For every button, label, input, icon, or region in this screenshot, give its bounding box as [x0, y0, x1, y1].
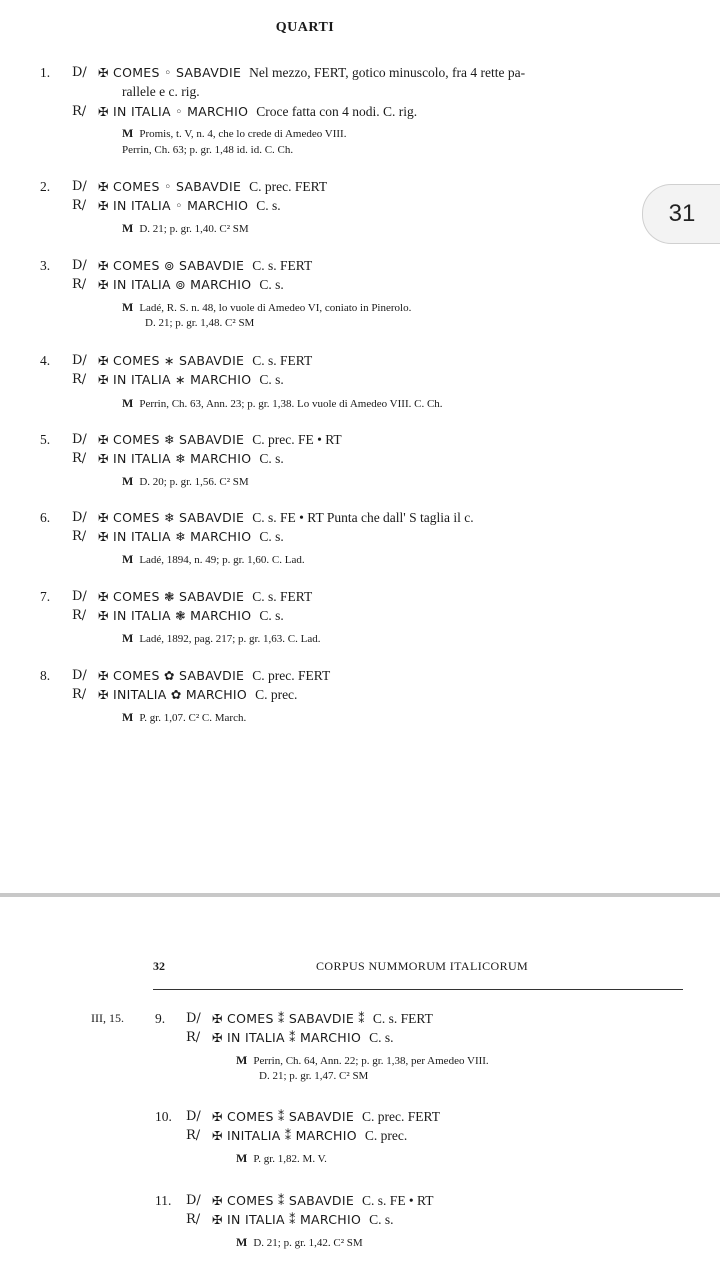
- note-mark: M: [122, 474, 134, 488]
- provenance-note: M D. 20; p. gr. 1,56. C² SM: [122, 474, 249, 488]
- reverse-symbol: R/: [72, 277, 87, 292]
- obverse-description: C. s. FERT: [252, 258, 313, 273]
- reverse-description: C. s.: [259, 529, 284, 544]
- provenance-note-2: Perrin, Ch. 63; p. gr. 1,48 id. id. C. Ch.: [122, 144, 294, 156]
- note-mark: M: [122, 710, 134, 724]
- reverse-description: Croce fatta con 4 nodi. C. rig.: [256, 104, 418, 119]
- entry-number: 11.: [155, 1193, 172, 1208]
- entry-number: 9.: [155, 1011, 166, 1026]
- obverse-legend: ✠ COMES ❃ SABAVDIE: [98, 589, 245, 604]
- provenance-note: M Ladé, 1892, pag. 217; p. gr. 1,63. C. Lad.: [122, 631, 321, 645]
- entry-number: 4.: [40, 353, 51, 368]
- reverse-description: C. s.: [259, 277, 284, 292]
- provenance-note: M Promis, t. V, n. 4, che lo crede di Amedeo VIII.: [122, 126, 347, 140]
- obverse-description: C. prec. FERT: [252, 668, 331, 683]
- provenance-note: M D. 21; p. gr. 1,40. C² SM: [122, 221, 249, 235]
- reverse-description: C. s.: [369, 1030, 394, 1045]
- section-title: QUARTI: [275, 20, 335, 35]
- obverse-description: C. prec. FERT: [362, 1109, 440, 1124]
- note-mark: M: [122, 300, 134, 314]
- obverse-symbol: D/: [72, 179, 87, 194]
- obverse-description: C. prec. FERT: [249, 179, 328, 194]
- obverse-legend: ✠ COMES ⊚ SABAVDIE: [98, 258, 245, 273]
- provenance-note: M D. 21; p. gr. 1,42. C² SM: [236, 1235, 363, 1249]
- obverse-symbol: D/: [72, 668, 87, 683]
- obverse-legend: ✠ COMES ∗ SABAVDIE: [98, 353, 245, 368]
- obverse-legend: ✠ COMES ⁑ SABAVDIE: [212, 1109, 355, 1124]
- reverse-symbol: R/: [72, 372, 87, 387]
- reverse-description: C. prec.: [255, 687, 298, 702]
- obverse-legend: ✠ COMES ❄ SABAVDIE: [98, 432, 245, 447]
- provenance-note: M Ladé, R. S. n. 48, lo vuole di Amedeo VI, coniato in Pinerolo.: [122, 300, 412, 314]
- reverse-symbol: R/: [72, 104, 87, 119]
- obverse-symbol: D/: [72, 510, 87, 525]
- reverse-legend: ✠ IN ITALIA ∗ MARCHIO: [98, 372, 252, 387]
- obverse-description: Nel mezzo, FERT, gotico minuscolo, fra 4 rette pa-: [249, 65, 526, 80]
- obverse-description-cont: rallele e c. rig.: [122, 84, 200, 99]
- note-mark: M: [122, 126, 134, 140]
- reverse-symbol: R/: [72, 451, 87, 466]
- note-mark: M: [122, 552, 134, 566]
- reverse-legend: ✠ IN ITALIA ◦ MARCHIO: [98, 198, 249, 213]
- reverse-symbol: R/: [186, 1030, 201, 1045]
- obverse-description: C. s. FERT: [252, 589, 313, 604]
- entry-number: 10.: [155, 1109, 172, 1124]
- reverse-symbol: R/: [72, 687, 87, 702]
- obverse-legend: ✠ COMES ❄ SABAVDIE: [98, 510, 245, 525]
- page-number-badge[interactable]: 31: [642, 184, 720, 244]
- provenance-note: M Ladé, 1894, n. 49; p. gr. 1,60. C. Lad.: [122, 552, 305, 566]
- reverse-description: C. prec.: [364, 1128, 408, 1143]
- reverse-legend: ✠ IN ITALIA ⊚ MARCHIO: [98, 277, 252, 292]
- note-mark: M: [122, 631, 134, 645]
- obverse-legend: ✠ COMES ✿ SABAVDIE: [98, 668, 245, 683]
- entry-number: 6.: [40, 510, 51, 525]
- reverse-description: C. s.: [256, 198, 281, 213]
- obverse-symbol: D/: [72, 589, 87, 604]
- provenance-note: M P. gr. 1,82. M. V.: [236, 1151, 327, 1165]
- obverse-legend: ✠ COMES ◦ SABAVDIE: [98, 65, 242, 80]
- provenance-note-2: D. 21; p. gr. 1,47. C² SM: [259, 1070, 369, 1082]
- reverse-legend: ✠ IN ITALIA ❃ MARCHIO: [98, 608, 252, 623]
- reverse-legend: ✠ IN ITALIA ❄ MARCHIO: [98, 529, 252, 544]
- reverse-symbol: R/: [186, 1212, 201, 1227]
- reverse-description: C. s.: [259, 608, 284, 623]
- entry-number: 5.: [40, 432, 51, 447]
- obverse-symbol: D/: [72, 353, 87, 368]
- reverse-symbol: R/: [72, 529, 87, 544]
- reverse-legend: ✠ IN ITALIA ◦ MARCHIO: [98, 104, 249, 119]
- obverse-legend: ✠ COMES ⁑ SABAVDIE: [212, 1193, 355, 1208]
- plate-reference: III, 15.: [91, 1011, 124, 1025]
- entry-number: 2.: [40, 179, 51, 194]
- reverse-symbol: R/: [72, 198, 87, 213]
- note-mark: M: [236, 1151, 248, 1165]
- obverse-symbol: D/: [186, 1193, 201, 1208]
- obverse-symbol: D/: [72, 432, 87, 447]
- obverse-symbol: D/: [72, 65, 87, 80]
- running-header: CORPUS NUMMORUM ITALICORUM: [316, 959, 529, 973]
- obverse-symbol: D/: [186, 1109, 201, 1124]
- provenance-note: M Perrin, Ch. 63, Ann. 23; p. gr. 1,38. Lo vuole di Amedeo VIII. C. Ch.: [122, 396, 443, 410]
- reverse-description: C. s.: [259, 372, 284, 387]
- provenance-note: M P. gr. 1,07. C² C. March.: [122, 710, 247, 724]
- reverse-legend: ✠ IN ITALIA ⁑ MARCHIO: [212, 1030, 362, 1045]
- obverse-description: C. s. FERT: [372, 1011, 433, 1026]
- obverse-legend: ✠ COMES ◦ SABAVDIE: [98, 179, 242, 194]
- note-mark: M: [236, 1053, 248, 1067]
- obverse-symbol: D/: [186, 1011, 201, 1026]
- reverse-legend: ✠ INITALIA ✿ MARCHIO: [98, 687, 248, 702]
- reverse-legend: ✠ IN ITALIA ⁑ MARCHIO: [212, 1212, 362, 1227]
- reverse-legend: ✠ IN ITALIA ❄ MARCHIO: [98, 451, 252, 466]
- obverse-description: C. s. FE • RT Punta che dall' S taglia il c.: [252, 510, 474, 525]
- obverse-description: C. s. FERT: [252, 353, 313, 368]
- header-rule: [153, 989, 683, 990]
- provenance-note-2: D. 21; p. gr. 1,48. C² SM: [145, 317, 255, 329]
- provenance-note: M Perrin, Ch. 64, Ann. 22; p. gr. 1,38, per Amedeo VIII.: [236, 1053, 489, 1067]
- note-mark: M: [236, 1235, 248, 1249]
- reverse-legend: ✠ INITALIA ⁑ MARCHIO: [212, 1128, 357, 1143]
- entry-number: 3.: [40, 258, 51, 273]
- page-32: [0, 897, 720, 1280]
- entry-number: 7.: [40, 589, 51, 604]
- note-mark: M: [122, 221, 134, 235]
- note-mark: M: [122, 396, 134, 410]
- reverse-description: C. s.: [259, 451, 284, 466]
- obverse-legend: ✠ COMES ⁑ SABAVDIE ⁑: [212, 1011, 365, 1026]
- reverse-symbol: R/: [186, 1128, 201, 1143]
- reverse-description: C. s.: [369, 1212, 394, 1227]
- reverse-symbol: R/: [72, 608, 87, 623]
- page-number: 32: [153, 959, 165, 973]
- obverse-description: C. prec. FE • RT: [252, 432, 342, 447]
- entry-number: 8.: [40, 668, 51, 683]
- entry-number: 1.: [40, 65, 51, 80]
- obverse-description: C. s. FE • RT: [362, 1193, 434, 1208]
- obverse-symbol: D/: [72, 258, 87, 273]
